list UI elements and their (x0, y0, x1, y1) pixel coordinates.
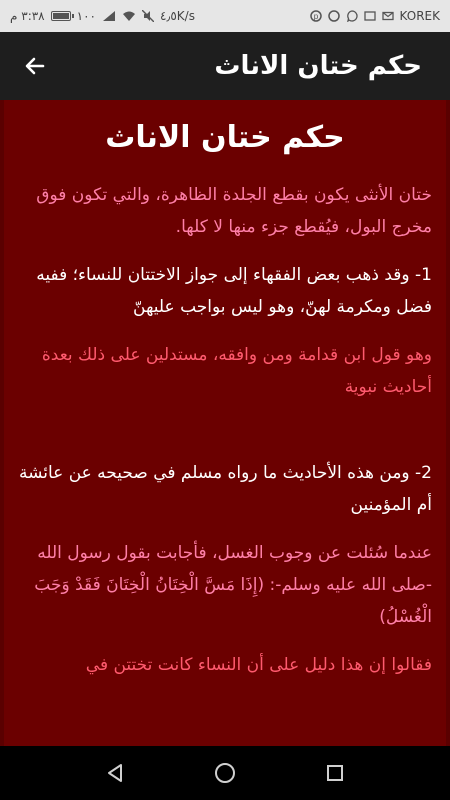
signal-icon (102, 10, 116, 22)
article-paragraph: ختان الأنثى يكون بقطع الجلدة الظاهرة، والتي تكون فوق مخرج البول، فيُقطع جزء منها لا كلها. (36, 185, 432, 237)
whatsapp-icon (328, 10, 340, 22)
article (4, 100, 446, 746)
back-triangle-icon (104, 762, 126, 784)
carrier-name: KOREK (399, 9, 440, 23)
battery-icon (51, 11, 71, 21)
navigation-bar (0, 746, 450, 800)
article-paragraph: وهو قول ابن قدامة ومن وافقه، مستدلين على ذلك بعدة أحاديث نبوية (41, 345, 432, 397)
status-bar (0, 0, 450, 32)
network-speed: ٤٫٥K/s (159, 9, 195, 23)
article-title: حكم ختان الاناث (105, 120, 345, 155)
home-circle-icon (213, 761, 237, 785)
article-paragraph: 1- وقد ذهب بعض الفقهاء إلى جواز الاختتان للنساء؛ ففيه فضل ومكرمة لهنّ، وهو ليس بواجب عليهنّ (36, 265, 432, 317)
messenger-icon (346, 10, 358, 22)
mute-icon (142, 10, 154, 22)
app-bar (0, 32, 450, 100)
article-paragraph: 2- ومن هذه الأحاديث ما رواه مسلم في صحيحه عن عائشة أم المؤمنين (18, 463, 432, 515)
clock-text: ٣:٣٨ م (10, 9, 45, 23)
nav-recents-button[interactable] (315, 753, 355, 793)
nav-back-button[interactable] (95, 753, 135, 793)
spacer (18, 419, 432, 457)
status-right (310, 9, 440, 23)
wifi-icon (122, 10, 136, 22)
status-left (10, 9, 195, 23)
svg-text:p: p (313, 12, 318, 21)
article-paragraph: عندما سُئلت عن وجوب الغسل، فأجابت بقول رسول الله -صلى الله عليه وسلم-: (إِذَا مَسَّ الْخِتَانُ الْخِتَانَ فَقَدْ وَجَبَ الْغُسْلُ) (34, 543, 432, 627)
mail-icon (382, 10, 394, 22)
image-icon (364, 10, 376, 22)
back-arrow-button[interactable] (18, 49, 52, 83)
recents-square-icon (325, 763, 345, 783)
content-area[interactable] (0, 100, 450, 746)
app-bar-title: حكم ختان الاناث (214, 51, 422, 81)
article-paragraph: فقالوا إن هذا دليل على أن النساء كانت تختتن في (85, 655, 432, 675)
battery-percent: ١٠٠ (76, 9, 96, 23)
pinterest-icon (310, 10, 322, 22)
nav-home-button[interactable] (205, 753, 245, 793)
arrow-back-icon (23, 54, 47, 78)
